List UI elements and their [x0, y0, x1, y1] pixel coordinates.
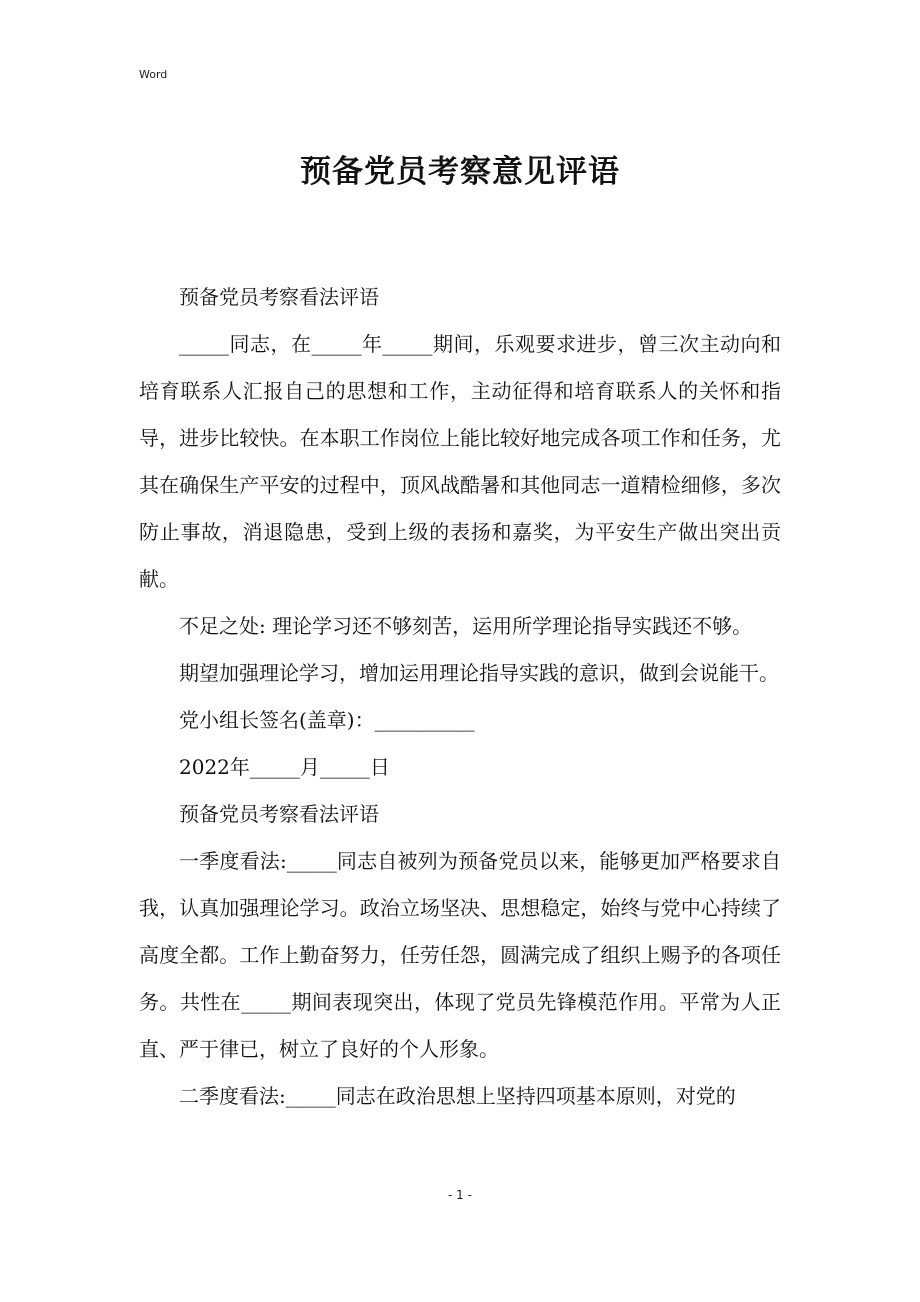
paragraph: _____同志，在_____年_____期间，乐观要求进步，曾三次主动向和培育联系人汇报自己的思想和工作，主动征得和培育联系人的关怀和指导，进步比较快。在本职工作岗位上能比较好地完成各项工作和任务，尤其在确保生产平安的过程中，顶风战酷暑和其他同志一道精检细修，多次防止事故，消退隐患，受到上级的表扬和嘉奖，为平安生产做出突出贡献。 [139, 332, 781, 591]
paragraph: 期望加强理论学习，增加运用理论指导实践的意识，做到会说能干。 [179, 661, 779, 685]
paragraph: 二季度看法:_____同志在政治思想上坚持四项基本原则，对党的 [179, 1084, 736, 1108]
page-number: - 1 - [448, 1188, 472, 1202]
header-label: Word [139, 68, 168, 81]
date-line: 2022年_____月_____日 [179, 755, 390, 779]
paragraph: 不足之处: 理论学习还不够刻苦，运用所学理论指导实践还不够。 [179, 614, 753, 638]
paragraph: 预备党员考察看法评语 [179, 802, 379, 826]
signature-line: 党小组长签名(盖章)：__________ [179, 708, 475, 732]
paragraph: 一季度看法:_____同志自被列为预备党员以来，能够更加严格要求自我，认真加强理论学习。政治立场坚决、思想稳定，始终与党中心持续了高度全都。工作上勤奋努力，任劳任怨，圆满完成了组织上赐予的各项任务。共性在_____期间表现突出，体现了党员先锋模范作用。平常为人正直、严于律已，树立了良好的个人形象。 [139, 849, 781, 1061]
document-title: 预备党员考察意见评语 [300, 154, 620, 190]
paragraph: 预备党员考察看法评语 [179, 285, 379, 309]
document-body [139, 274, 781, 1120]
